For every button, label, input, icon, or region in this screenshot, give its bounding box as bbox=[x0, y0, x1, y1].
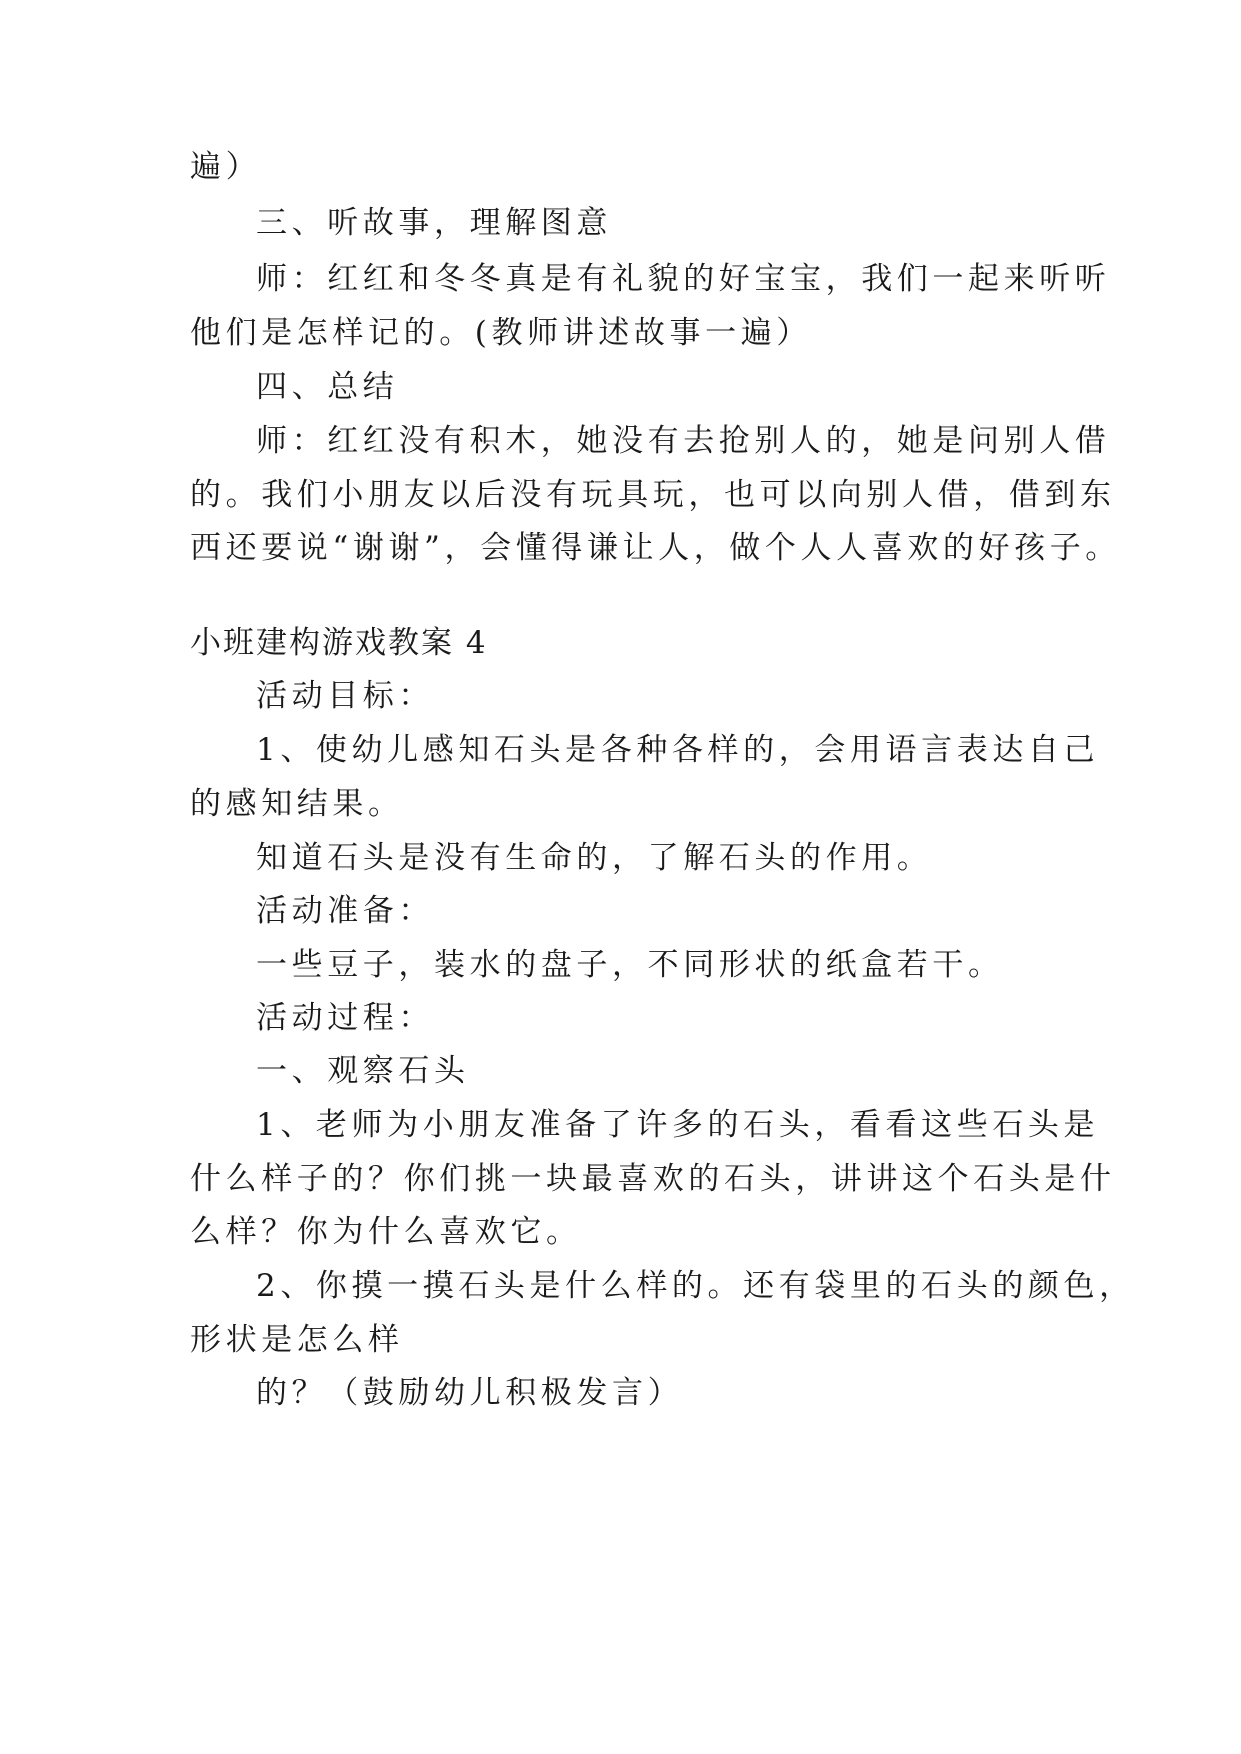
preparation-heading: 活动准备： bbox=[256, 893, 434, 929]
step-text-line: 2、你摸一摸石头是什么样的。还有袋里的石头的颜色， bbox=[256, 1268, 1135, 1304]
goal-item: 知道石头是没有生命的，了解石头的作用。 bbox=[256, 840, 933, 876]
process-heading: 活动过程： bbox=[256, 1000, 434, 1036]
step-text-line: 么样？你为什么喜欢它。 bbox=[190, 1214, 582, 1250]
step-heading-observe-stones: 一、观察石头 bbox=[256, 1053, 470, 1089]
summary-text-line: 的。我们小朋友以后没有玩具玩，也可以向别人借，借到东 bbox=[190, 477, 1116, 513]
goal-item-line: 的感知结果。 bbox=[190, 786, 404, 822]
teacher-dialogue-line: 师：红红和冬冬真是有礼貌的好宝宝，我们一起来听听 bbox=[256, 261, 1111, 297]
summary-text-line: 西还要说“谢谢”，会懂得谦让人，做个人人喜欢的好孩子。 bbox=[190, 530, 1121, 566]
goals-heading: 活动目标： bbox=[256, 678, 434, 714]
step-text-line: 1、老师为小朋友准备了许多的石头，看看这些石头是 bbox=[256, 1107, 1100, 1143]
section-heading-summary: 四、总结 bbox=[256, 369, 399, 405]
summary-text-line: 师：红红没有积木，她没有去抢别人的，她是问别人借 bbox=[256, 423, 1111, 459]
step-text-line: 什么样子的？你们挑一块最喜欢的石头，讲讲这个石头是什 bbox=[190, 1161, 1116, 1197]
preparation-text: 一些豆子，装水的盘子，不同形状的纸盒若干。 bbox=[256, 947, 1004, 983]
goal-item-line: 1、使幼儿感知石头是各种各样的，会用语言表达自己 bbox=[256, 732, 1100, 768]
step-text-line: 的？（鼓励幼儿积极发言） bbox=[256, 1375, 684, 1411]
teacher-dialogue-line: 他们是怎样记的。(教师讲述故事一遍） bbox=[190, 315, 812, 351]
step-text-line: 形状是怎么样 bbox=[190, 1322, 404, 1358]
section-heading-listen-story: 三、听故事，理解图意 bbox=[256, 205, 612, 241]
lesson-title: 小班建构游戏教案 4 bbox=[190, 625, 488, 661]
paragraph-continuation: 遍） bbox=[190, 149, 262, 185]
